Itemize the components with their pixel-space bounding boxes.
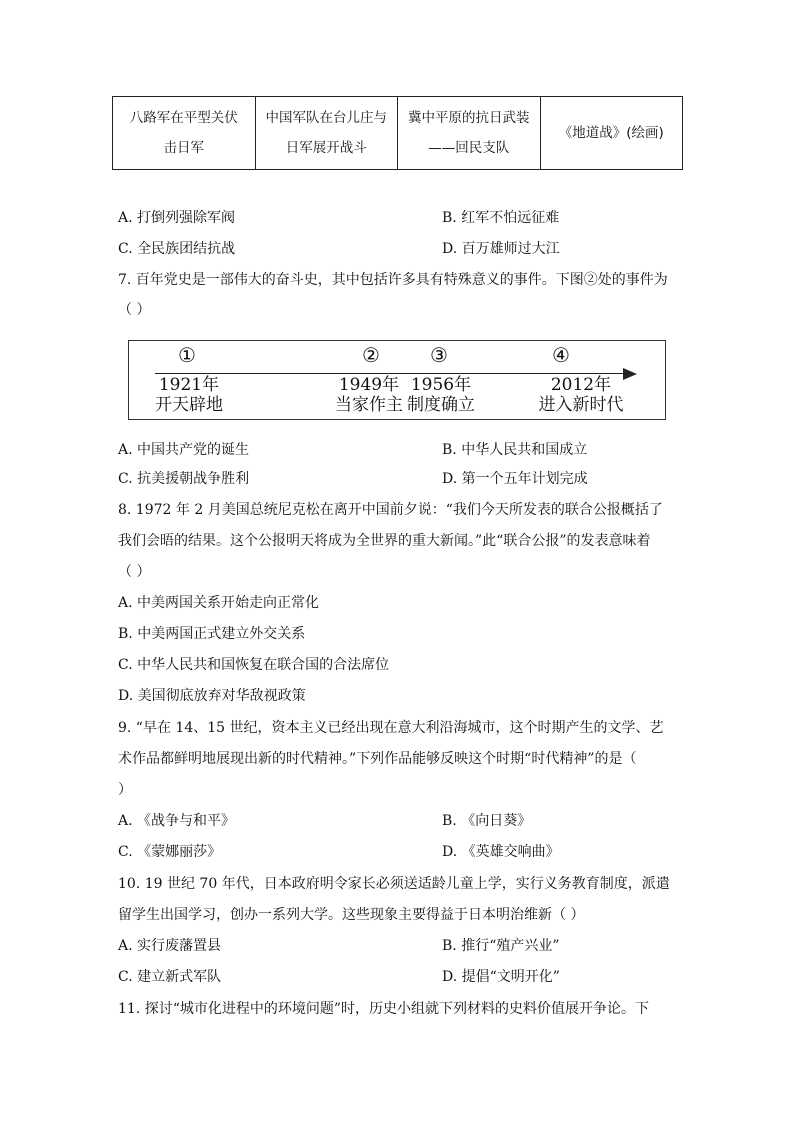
q8-option-a: A. 中美两国关系开始走向正常化 bbox=[118, 595, 320, 611]
timeline-node-2: ② bbox=[362, 343, 380, 367]
timeline-label-4: 2012年 进入新时代 bbox=[538, 375, 624, 415]
q6-option-d: D. 百万雄师过大江 bbox=[442, 241, 560, 257]
q7-stem-line1: 7. 百年党史是一部伟大的奋斗史，其中包括许多具有特殊意义的事件。下图②处的事件为 bbox=[118, 272, 668, 288]
timeline-node-3: ③ bbox=[430, 343, 448, 367]
q8-stem-line2: 我们会晤的结果。这个公报明天将成为全世界的重大新闻。”此“联合公报”的发表意味着 bbox=[118, 533, 651, 549]
table-cell-4: 《地道战》(绘画) bbox=[540, 97, 683, 170]
q8-stem-line1: 8. 1972 年 2 月美国总统尼克松在离开中国前夕说：“我们今天所发表的联合公报概括了 bbox=[118, 502, 663, 518]
timeline-label-1: 1921年 开天辟地 bbox=[155, 375, 223, 415]
q6-option-a: A. 打倒列强除军阀 bbox=[118, 210, 236, 226]
q8-option-c: C. 中华人民共和国恢复在联合国的合法席位 bbox=[118, 657, 390, 673]
q7-option-c: C. 抗美援朝战争胜利 bbox=[118, 471, 250, 487]
party-history-timeline bbox=[128, 340, 666, 420]
q9-option-c: C. 《蒙娜丽莎》 bbox=[118, 844, 222, 860]
q9-stem-line2: 术作品都鲜明地展现出新的时代精神。”下列作品能够反映这个时期“时代精神”的是（ bbox=[118, 751, 637, 767]
timeline-node-1: ① bbox=[178, 343, 196, 367]
timeline-node-4: ④ bbox=[552, 343, 570, 367]
q9-option-a: A. 《战争与和平》 bbox=[118, 813, 236, 829]
timeline-label-3: 1956年 制度确立 bbox=[407, 375, 475, 415]
timeline-label-2: 1949年 当家作主 bbox=[335, 375, 403, 415]
table-cell-2: 中国军队在台儿庄与 日军展开战斗 bbox=[255, 97, 398, 170]
q10-option-c: C. 建立新式军队 bbox=[118, 969, 222, 985]
q10-stem-line1: 10. 19 世纪 70 年代，日本政府明令家长必须送适龄儿童上学，实行义务教育制度，派遣 bbox=[118, 876, 670, 892]
q8-option-b: B. 中美两国正式建立外交关系 bbox=[118, 626, 306, 642]
q7-option-b: B. 中华人民共和国成立 bbox=[442, 442, 588, 458]
q10-option-a: A. 实行废藩置县 bbox=[118, 938, 222, 954]
q9-stem-line1: 9. “早在 14、15 世纪，资本主义已经出现在意大利沿海城市，这个时期产生的文学、艺 bbox=[118, 720, 664, 736]
q6-option-c: C. 全民族团结抗战 bbox=[118, 241, 236, 257]
q10-stem-line2: 留学生出国学习，创办一系列大学。这些现象主要得益于日本明治维新（ ） bbox=[118, 907, 585, 923]
q9-option-b: B. 《向日葵》 bbox=[442, 813, 532, 829]
q7-stem-line2: （ ） bbox=[118, 302, 151, 318]
q10-option-b: B. 推行“殖产兴业” bbox=[442, 938, 560, 954]
q10-option-d: D. 提倡“文明开化” bbox=[442, 969, 560, 985]
timeline-axis bbox=[155, 373, 625, 374]
materials-table bbox=[112, 96, 683, 170]
table-cell-3: 冀中平原的抗日武装 ——回民支队 bbox=[398, 97, 541, 170]
q9-stem-line3: ） bbox=[118, 782, 132, 798]
q6-option-b: B. 红军不怕远征难 bbox=[442, 210, 560, 226]
q7-option-a: A. 中国共产党的诞生 bbox=[118, 442, 250, 458]
table-cell-1: 八路军在平型关伏 击日军 bbox=[113, 97, 256, 170]
q8-option-d: D. 美国彻底放弃对华敌视政策 bbox=[118, 688, 306, 704]
q9-option-d: D. 《英雄交响曲》 bbox=[442, 844, 560, 860]
q7-option-d: D. 第一个五年计划完成 bbox=[442, 471, 588, 487]
q11-stem-line1: 11. 探讨“城市化进程中的环境问题”时，历史小组就下列材料的史料价值展开争论。下 bbox=[118, 1001, 650, 1017]
q8-stem-line3: （ ） bbox=[118, 564, 151, 580]
